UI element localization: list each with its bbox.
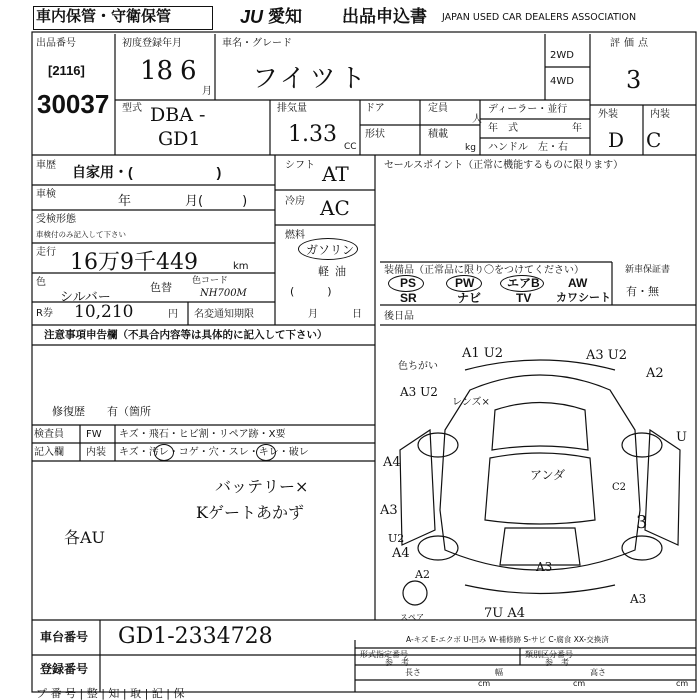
inspector-int-tag: 内装 <box>86 447 106 458</box>
mark-center: A3 <box>536 560 553 574</box>
lot-label: 出品番号 <box>36 38 76 49</box>
interior-label: 内装 <box>650 109 670 120</box>
equip-aw: AW <box>568 276 588 290</box>
equip-airbag-circle <box>500 275 544 292</box>
mark-left1: A3 U2 <box>400 385 438 399</box>
mileage-unit: km <box>233 261 249 272</box>
inspector-row1: キズ・飛石・ヒビ割・リペア跡・X要 <box>119 429 286 440</box>
exterior-grade: D <box>608 128 625 152</box>
mark-r1: 3 <box>636 512 648 533</box>
recycle-unit: 円 <box>168 309 178 320</box>
mark-top3: A3 U2 <box>586 348 628 363</box>
inspector-hole-circle <box>256 444 276 461</box>
drive-4wd: 4WD <box>550 76 574 87</box>
inspector-label-1: 検査員 <box>34 429 64 440</box>
transfer-month: 月 <box>308 309 318 320</box>
wheel-rear-right <box>622 536 662 560</box>
color-label: 色 <box>36 277 46 288</box>
warranty-value: 有・無 <box>626 285 659 298</box>
equip-sr: SR <box>400 291 417 305</box>
received-label: 受検形態 <box>36 214 76 225</box>
org-name: 愛知 <box>268 7 302 26</box>
inspection-month: 月( ) <box>185 194 248 209</box>
model-line1: DBA - <box>150 104 206 126</box>
fuel-other: ( ) <box>290 285 332 298</box>
displacement-unit: CC <box>344 142 357 152</box>
car-hood <box>492 403 588 451</box>
drive-2wd: 2WD <box>550 50 574 61</box>
aircon-label: 冷房 <box>285 196 305 207</box>
inspector-label-2: 記入欄 <box>34 447 64 458</box>
recycle-value: 10,210 <box>74 302 134 322</box>
note-gate: Kゲートあかず <box>196 503 304 522</box>
model-year-label: 年 式 <box>488 123 518 134</box>
car-name-label: 車名・グレード <box>222 38 292 49</box>
score-label: 評価点 <box>610 38 652 49</box>
capacity-label: 定員 <box>428 103 448 114</box>
mark-l3: U2 <box>388 532 405 545</box>
transfer-label: 名変通知期限 <box>194 309 254 320</box>
equip-navi: ナビ <box>457 291 482 305</box>
mark-l5: A2 <box>415 568 430 581</box>
equip-pw-circle <box>446 275 482 292</box>
mark-mid: アンダ <box>530 468 566 482</box>
displacement-label: 排気量 <box>277 103 307 114</box>
mark-top1: 色ちがい <box>398 361 438 372</box>
dim-width-unit: cm <box>573 679 586 688</box>
equip-tv: TV <box>516 291 532 305</box>
sales-point-label: セールスポイント（正常に機能するものに限ります） <box>384 160 624 171</box>
chassis-number: GD1-2334728 <box>118 624 273 649</box>
equipment-label: 装備品（正常品に限り〇をつけてください） <box>384 265 584 276</box>
document-title: 出品申込書 <box>342 7 427 26</box>
dim-length: 長さ <box>405 668 421 677</box>
note-battery: バッテリー× <box>215 477 309 496</box>
equip-ps: PS <box>400 276 417 290</box>
equip-seat: カワシート <box>556 292 611 304</box>
model-label: 型式 <box>122 103 142 114</box>
bottom-row: プ 番 号 | 整 | 知 | 取 | 記 | 保 <box>36 687 185 700</box>
model-year-unit: 年 <box>572 123 582 134</box>
mark-right1: U <box>676 430 687 445</box>
color-code-label: 色コード <box>192 276 229 286</box>
lot-number: 30037 <box>37 89 110 119</box>
recycle-label: R券 <box>36 308 53 319</box>
aircon-value: AC <box>320 196 350 220</box>
first-reg-year: 18 <box>140 56 174 86</box>
rear-bumper <box>465 585 615 594</box>
inspector-dirt-circle <box>154 444 174 461</box>
dealer-label: ディーラー・並行 <box>488 104 568 115</box>
car-left-side <box>400 430 435 545</box>
mark-bottom: 7U A4 <box>484 606 526 621</box>
transfer-day: 日 <box>352 309 362 320</box>
specified-label: 形式指定番号 <box>360 650 408 659</box>
mark-left2: レンズ× <box>452 397 490 408</box>
dim-height: 高さ <box>590 668 606 677</box>
damage-legend: A-キズ E-エクボ U-凹み W-補修跡 S-サビ C-腐食 XX-交換済 <box>406 635 609 644</box>
mark-top2: A1 U2 <box>462 346 504 361</box>
wheel-rear-left <box>418 536 458 560</box>
shape-label: 形状 <box>365 129 385 140</box>
warranty-label: 新車保証書 <box>625 265 671 275</box>
first-reg-month: 6 <box>180 56 197 86</box>
door-label: ドア <box>365 103 385 114</box>
first-reg-month-unit: 月 <box>202 86 212 97</box>
dim-height-unit: cm <box>676 679 689 688</box>
displacement-value: 1.33 <box>288 122 337 147</box>
color-change: 色替 <box>150 281 172 294</box>
note-each: 各AU <box>64 528 106 547</box>
inspector-row2: キズ・汚レ・コゲ・穴・スレ・キレ・破レ <box>119 447 309 458</box>
category-label: 類別区分番号 <box>525 650 573 659</box>
fuel-label: 燃料 <box>285 230 305 241</box>
car-cabin <box>485 453 595 524</box>
interior-grade: C <box>646 128 662 152</box>
mark-l4: A4 <box>392 546 410 561</box>
car-name-value: フイツト <box>252 64 370 94</box>
history-label: 車歴 <box>36 160 56 171</box>
first-reg-label: 初度登録年月 <box>122 38 182 49</box>
exterior-label: 外装 <box>598 109 618 120</box>
rear-items-label: 後日品 <box>384 311 414 322</box>
capacity-unit: 人 <box>472 114 482 125</box>
score-value: 3 <box>626 66 642 94</box>
association-name: JAPAN USED CAR DEALERS ASSOCIATION <box>442 12 637 23</box>
color-code: NH700M <box>200 288 247 299</box>
mark-top4: A2 <box>646 366 664 381</box>
mark-right2: C2 <box>612 482 627 493</box>
inspection-year: 年 <box>118 194 132 209</box>
equip-airbag: エアB <box>507 276 540 290</box>
shift-value: AT <box>322 162 349 186</box>
wheel-front-left <box>418 433 458 457</box>
mark-l2: A3 <box>380 503 398 518</box>
equip-pw: PW <box>455 276 475 290</box>
storage-box <box>33 6 213 30</box>
lot-code: [2116] <box>48 63 85 78</box>
mileage-value: 16万9千449 <box>70 250 198 275</box>
dim-length-unit: cm <box>478 679 491 688</box>
spare-label: スペア <box>400 613 424 622</box>
received-note: 車検付のみ記入して下さい <box>36 230 126 239</box>
handle-label: ハンドル 左・右 <box>488 142 568 153</box>
load-unit: kg <box>465 143 476 153</box>
category-sub: 参 考 <box>545 658 569 667</box>
load-label: 積載 <box>428 129 448 140</box>
fuel-diesel: 軽油 <box>318 265 352 278</box>
inspection-label: 車検 <box>36 189 56 200</box>
mark-l1: A4 <box>383 455 401 470</box>
color-value: シルバー <box>60 290 111 305</box>
shift-label: シフト <box>285 160 315 171</box>
ju-logo: JU <box>240 7 264 27</box>
history-value: 自家用・( ) <box>72 164 222 180</box>
repair-history: 修復歴 有（箇所 <box>52 405 151 418</box>
inspector-fw-tag: FW <box>86 429 102 440</box>
dim-width: 幅 <box>495 668 503 677</box>
equip-ps-circle <box>388 275 424 292</box>
car-right-side <box>645 430 680 545</box>
fuel-gasoline: ガソリン <box>306 243 355 257</box>
mark-r2: A3 <box>630 592 647 606</box>
notes-label: 注意事項申告欄（不具合内容等は具体的に記入して下さい） <box>44 329 328 341</box>
mileage-label: 走行 <box>36 247 56 258</box>
registration-label: 登録番号 <box>40 662 89 676</box>
specified-sub: 参 考 <box>385 658 409 667</box>
chassis-label: 車台番号 <box>40 630 89 644</box>
spare-tire <box>403 581 427 605</box>
storage-type: 車内保管・守衛保管 <box>36 8 172 25</box>
wheel-front-right <box>622 433 662 457</box>
model-line2: GD1 <box>158 128 201 150</box>
